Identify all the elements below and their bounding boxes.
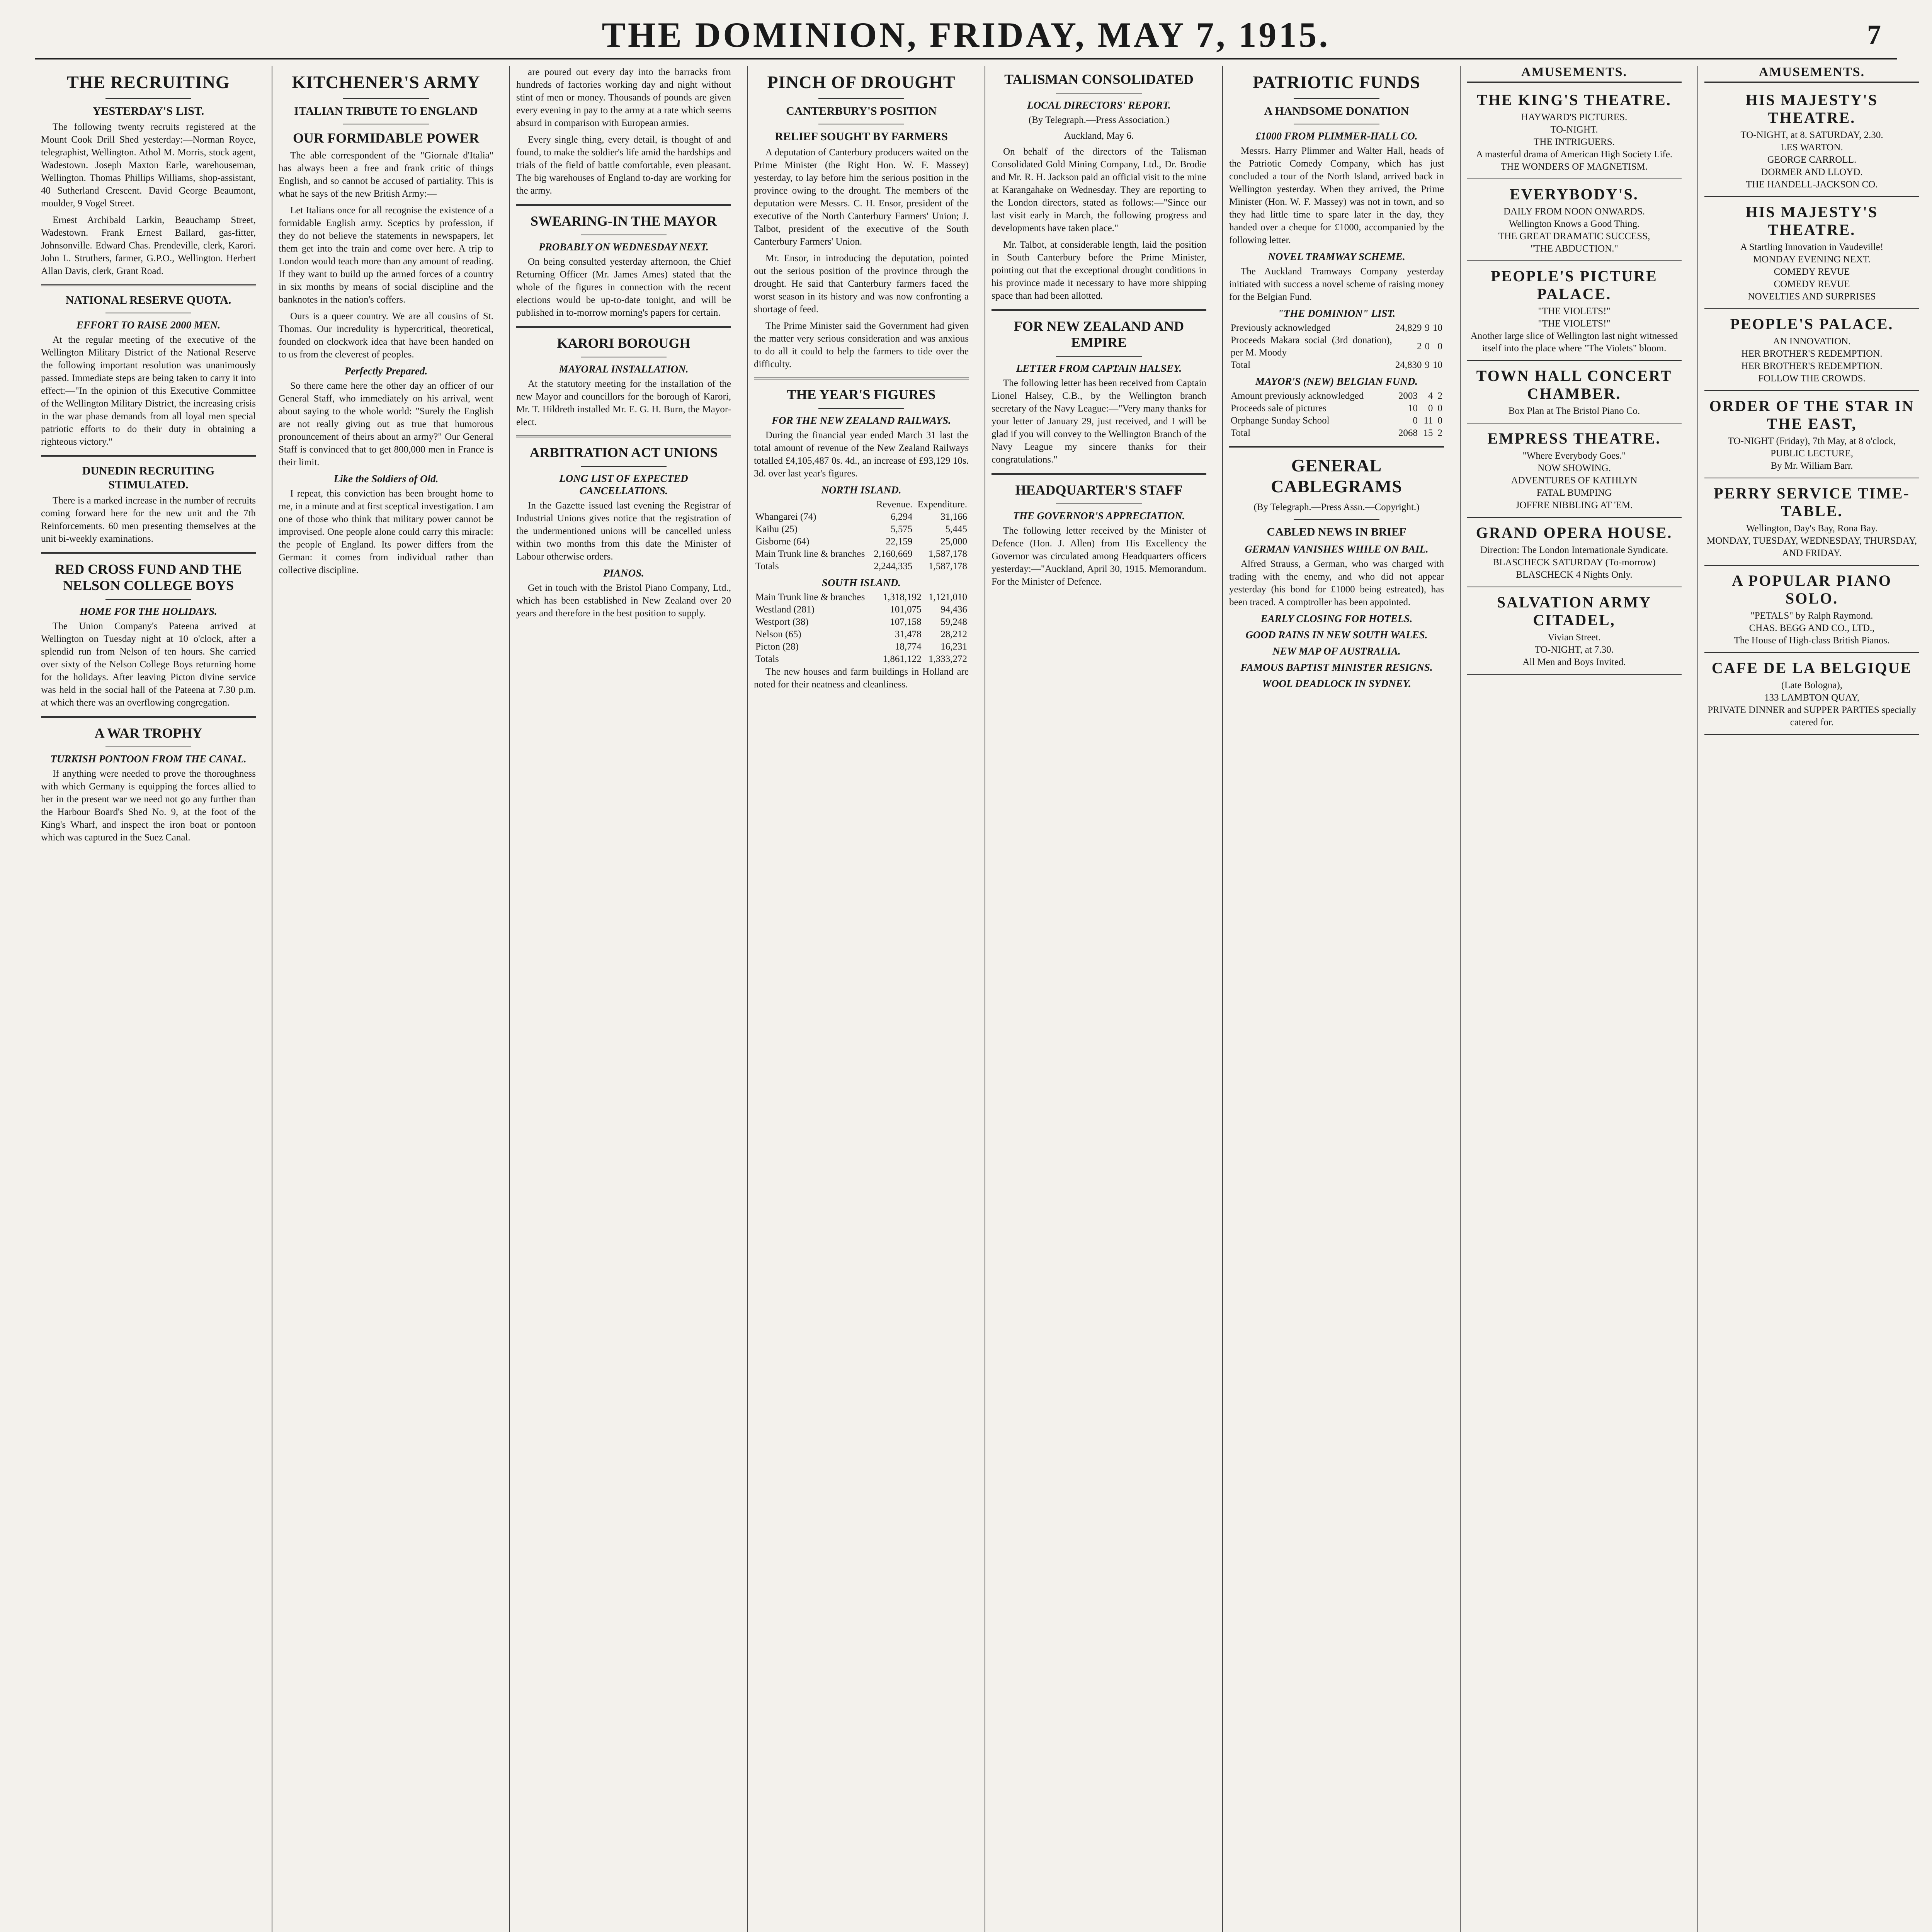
headline: KARORI BOROUGH	[557, 335, 690, 351]
fund-table	[1229, 390, 1444, 439]
article-text: The Union Company's Pateena arrived at Wellington on Tuesday night at 10 o'clock, after a splendid run from Nelson of ten hours. She carried over sixty of the Nelson College Boys returning home for the holidays. After leaving Picton divine service was held in the social hall of the Pateena at 7.30 p.m. at which there was an overflowing congregation.	[41, 621, 256, 708]
table-row	[754, 536, 969, 548]
column-8-amusements	[1698, 66, 1925, 1932]
table-cell: 1,333,272	[929, 654, 967, 664]
subheadline: A HANDSOME DONATION	[1264, 105, 1409, 117]
column-2	[272, 66, 500, 1932]
table-row	[754, 523, 969, 536]
advertisement	[1467, 361, 1682, 423]
advertisement-line: MONDAY EVENING NEXT.	[1753, 254, 1871, 265]
section-heading: GOOD RAINS IN NEW SOUTH WALES.	[1245, 629, 1428, 641]
table-cell: 107,158	[890, 617, 922, 627]
advertisement-line: BLASCHECK 4 Nights Only.	[1516, 570, 1633, 580]
table-cell: 101,075	[890, 604, 922, 615]
table-cell: Previously acknowledged	[1231, 323, 1330, 333]
article-text: A deputation of Canterbury producers waited on the Prime Minister (the Right Hon. W. F. Massey) yesterday, to lay before him the serious position in the province owing to the drought. The members of the deputation were Messrs. C. H. Ensor, president of the executive of the North Canterbury Farmers' Union; J. Talbot, president of the executive of the South Canterbury Farmers' Union.	[754, 147, 969, 247]
advertisement-line: "THE ABDUCTION."	[1530, 243, 1618, 254]
section-heading: FAMOUS BAPTIST MINISTER RESIGNS.	[1240, 662, 1433, 673]
advertisement-line: TO-NIGHT, at 7.30.	[1535, 645, 1614, 655]
advertisement	[1704, 197, 1919, 309]
article-text: At the regular meeting of the executive of the Wellington Military District of the National Reserve the following important resolution was unanimously passed. Immediate steps are being taken to carry it into effect:—"In the opinion of this Executive Committee of the Wellington Military District, the increasing crisis in the war phase demands from all loyal men special patriotic efforts to do their duty in obtaining a righteous victory."	[41, 335, 256, 447]
advertisement-line: By Mr. William Barr.	[1770, 461, 1853, 471]
article-text: So there came here the other day an officer of our General Staff, who immediately on his arrival, went about saying to the whole world: "Surely the English are not really giving out as true that humorous pronouncement of theirs about an army?" Our General Staff is convinced that to get 800,000 men in France is their limit.	[279, 381, 493, 468]
advertisement	[1467, 423, 1682, 518]
column-5	[985, 66, 1213, 1932]
advertisement-line: HAYWARD'S PICTURES.	[1521, 112, 1628, 122]
advertisement-line: DAILY FROM NOON ONWARDS.	[1503, 206, 1645, 217]
article-text: Get in touch with the Bristol Piano Company, Ltd., which has been established in New Zealand over 20 years and therefore in the best position to supply.	[516, 583, 731, 619]
subheadline: £1000 FROM PLIMMER-HALL CO.	[1255, 130, 1418, 142]
advertisement-title: CAFE DE LA BELGIQUE	[1711, 659, 1912, 677]
advertisement-line: MONDAY, TUESDAY, WEDNESDAY, THURSDAY, AND FRIDAY.	[1707, 536, 1917, 558]
table-row	[1229, 427, 1444, 439]
advertisement-line: NOW SHOWING.	[1537, 463, 1611, 473]
advertisement	[1704, 309, 1919, 391]
table-cell: 1,318,192	[883, 592, 922, 602]
table-row	[754, 591, 969, 604]
advertisement-title: HIS MAJESTY'S THEATRE.	[1745, 203, 1878, 238]
table-cell: Picton (28)	[755, 641, 799, 652]
advertisement	[1467, 179, 1682, 261]
table-header-row	[754, 498, 969, 511]
article-text: On being consulted yesterday afternoon, the Chief Returning Officer (Mr. James Ames) stated that the whole of the figures in connection with the recent elections would be up-to-date tonight, and will be published in to-morrow morning's papers for certain.	[516, 257, 731, 318]
table-cell: 2003	[1398, 391, 1418, 401]
article-text: Messrs. Harry Plimmer and Walter Hall, heads of the Patriotic Comedy Company, which has just concluded a tour of the North Island, arrived back in Wellington yesterday. When they arrived, the Prime Minister (Hon. W. F. Massey) was not in town, and so they had little time to spare later in the day, they handed over a cheque for £1000, accompanied by the following letter.	[1229, 146, 1444, 245]
article-text: The following letter has been received from Captain Lionel Halsey, C.B., by the Wellington branch secretary of the Navy League:—"Very many thanks for your letter of January 29, just received, and I will be glad if you will convey to the Wellington Branch of the Navy League my sincere thanks for their congratulations."	[992, 378, 1206, 465]
section-heading: MAYOR'S (NEW) BELGIAN FUND.	[1255, 376, 1418, 387]
table-cell: Main Trunk line & branches	[755, 549, 865, 559]
byline: (By Telegraph.—Press Assn.—Copyright.)	[1253, 502, 1420, 512]
article-text: Every single thing, every detail, is thought of and found, to make the soldier's life amid the hardships and trials of the field of battle comfortable, even pleasant. The big warehouses of England to-day are working for the army.	[516, 134, 731, 196]
table-heading: SOUTH ISLAND.	[821, 577, 901, 588]
advertisement-line: NOVELTIES AND SURPRISES	[1748, 291, 1876, 302]
article-text: Mr. Ensor, in introducing the deputation, pointed out the serious position of the province through the drought. He said that Canterbury farmers faced the worst season in its history and was now confronting a shortage of feed.	[754, 253, 969, 315]
subheadline: THE GOVERNOR'S APPRECIATION.	[1013, 510, 1185, 522]
table-cell: Amount previously acknowledged	[1231, 391, 1364, 401]
advertisement-line: Wellington Knows a Good Thing.	[1509, 219, 1640, 229]
subheadline: PROBABLY ON WEDNESDAY NEXT.	[539, 241, 709, 253]
advertisement-line: Another large slice of Wellington last night witnessed itself into the place where "The Violets" bloom.	[1470, 331, 1678, 354]
table-cell: 4	[1428, 391, 1433, 401]
subheadline: LETTER FROM CAPTAIN HALSEY.	[1016, 362, 1182, 374]
table-cell: Proceeds sale of pictures	[1231, 403, 1327, 413]
advertisement-line: FATAL BUMPING	[1536, 488, 1612, 498]
advertisement-title: PEOPLE'S PICTURE PALACE.	[1491, 267, 1658, 303]
subheadline: OUR FORMIDABLE POWER	[293, 130, 479, 146]
advertisement-line: COMEDY REVUE	[1774, 279, 1850, 289]
article-text: During the financial year ended March 31 last the total amount of revenue of the New Zealand Railways totalled £4,105,487 0s. 4d., an increase of £93,129 10s. 3d. over last year's figures.	[754, 430, 969, 479]
table-cell: 2	[1437, 428, 1442, 438]
railway-table-north	[754, 498, 969, 573]
table-cell: 22,159	[886, 536, 913, 547]
advertisement-line: THE INTRIGUERS.	[1534, 137, 1615, 147]
table-cell: 24,829	[1395, 323, 1422, 333]
advertisement-line: THE HANDELL-JACKSON CO.	[1746, 179, 1878, 190]
table-cell: 0	[1437, 415, 1442, 426]
advertisement-line: TO-NIGHT, at 8. SATURDAY, 2.30.	[1740, 130, 1883, 140]
article-text: Let Italians once for all recognise the existence of a formidable English army. Sceptics by profession, if they do not believe the statements in newspapers, let them get into the train and come over here. A trip to London would teach more than any amount of reading. If they want to build up the armed forces of a country in six months by means of social discipline and the banknotes in the nation's coffers.	[279, 205, 493, 305]
table-cell: 16,231	[940, 641, 967, 652]
subheadline: YESTERDAY'S LIST.	[92, 105, 204, 117]
subheadline: MAYORAL INSTALLATION.	[559, 363, 689, 375]
table-cell: 0	[1437, 403, 1442, 413]
advertisement-line: "PETALS" by Ralph Raymond.	[1750, 611, 1873, 621]
table-cell: 59,248	[940, 617, 967, 627]
advertisement-title: THE KING'S THEATRE.	[1477, 91, 1672, 109]
subheadline: LOCAL DIRECTORS' REPORT.	[1027, 99, 1171, 111]
table-heading: NORTH ISLAND.	[821, 484, 901, 496]
section-heading: NEW MAP OF AUSTRALIA.	[1272, 645, 1401, 657]
table-cell: 2068	[1398, 428, 1418, 438]
article-text: On behalf of the directors of the Talisman Consolidated Gold Mining Company, Ltd., Dr. Brodie and Mr. R. H. Jackson paid an official visit to the mine at Karangahake on Wednesday. They are reporting to the London directors, stated as follows:—"Since our last visit early in March, the following progress and developments have taken place."	[992, 146, 1206, 233]
table-row	[1229, 322, 1444, 334]
table-cell: 15	[1423, 428, 1433, 438]
article-text: Mr. Talbot, at considerable length, laid the position in South Canterbury before the Prime Minister, pointing out that the exceptional drought conditions in his province made it necessary to have more shipping space than had been allotted.	[992, 240, 1206, 301]
advertisement-line: JOFFRE NIBBLING AT 'EM.	[1515, 500, 1633, 510]
advertisement-title: SALVATION ARMY CITADEL,	[1497, 594, 1652, 629]
table-cell: 2	[1437, 391, 1442, 401]
table-row	[754, 628, 969, 641]
article-text: are poured out every day into the barracks from hundreds of factories working day and night without stint of men or money. Thousands of pounds are given every evening in pay to the army at a rate which seems absurd in comparison with European armies.	[516, 67, 731, 128]
article-text: The Prime Minister said the Government had given the matter very serious consideration and was anxious to do all it could to help the farmers to tide over the difficulty.	[754, 321, 969, 369]
subheadline: ITALIAN TRIBUTE TO ENGLAND	[294, 105, 478, 117]
advertisement	[1467, 587, 1682, 675]
advertisement-title: TOWN HALL CONCERT CHAMBER.	[1476, 367, 1672, 402]
advertisement-line: PUBLIC LECTURE,	[1770, 448, 1853, 459]
fund-table	[1229, 322, 1444, 371]
section-heading: Perfectly Prepared.	[344, 365, 428, 377]
article-text: The Auckland Tramways Company yesterday initiated with success a novel scheme of raising money for the Belgian Fund.	[1229, 266, 1444, 302]
advertisement-line: TO-NIGHT (Friday), 7th May, at 8 o'clock,	[1728, 436, 1896, 446]
advertisement-line: Wellington, Day's Bay, Rona Bay.	[1746, 523, 1878, 534]
column-1	[35, 66, 262, 1932]
column-6	[1223, 66, 1450, 1932]
advertisement-line: COMEDY REVUE	[1774, 267, 1850, 277]
article-text: The new houses and farm buildings in Holland are noted for their neatness and cleanliness.	[754, 667, 969, 690]
table-cell: 11	[1423, 415, 1433, 426]
headline: THE YEAR'S FIGURES	[787, 387, 936, 402]
advertisement-line: BLASCHECK SATURDAY (To-morrow)	[1493, 557, 1656, 568]
table-cell: Nelson (65)	[755, 629, 801, 639]
table-row	[1229, 402, 1444, 415]
subheadline: FOR THE NEW ZEALAND RAILWAYS.	[772, 415, 951, 426]
section-heading: Like the Soldiers of Old.	[333, 473, 439, 485]
subheadline: CABLED NEWS IN BRIEF	[1267, 526, 1406, 538]
advertisement-line: TO-NIGHT.	[1550, 124, 1598, 135]
article-text: The following letter received by the Minister of Defence (Hon. J. Allen) from His Excellency the Governor was circulated among Headquarters officers yesterday:—"Auckland, April 30, 1915. Memorandum. For the Minister of Defence.	[992, 526, 1206, 587]
columns	[35, 66, 1932, 1932]
advertisement-line: 133 LAMBTON QUAY,	[1764, 692, 1860, 703]
advertisement-line: Direction: The London Internationale Syndicate.	[1480, 545, 1668, 555]
subheadline: HOME FOR THE HOLIDAYS.	[80, 605, 217, 617]
headline: GENERAL CABLEGRAMS	[1271, 456, 1402, 496]
table-cell: Westland (281)	[755, 604, 815, 615]
table-row	[1229, 334, 1444, 359]
advertisement-line: A masterful drama of American High Society Life.	[1476, 149, 1673, 160]
section-heading: "THE DOMINION" LIST.	[1277, 308, 1396, 319]
table-cell: 24,830	[1395, 360, 1422, 370]
subheadline: TURKISH PONTOON FROM THE CANAL.	[50, 753, 247, 765]
table-cell: 5,575	[891, 524, 913, 534]
advertisement	[1467, 85, 1682, 179]
advertisement-line: The House of High-class British Pianos.	[1734, 635, 1890, 646]
dateline: Auckland, May 6.	[1064, 131, 1134, 141]
table-cell: 10	[1433, 360, 1442, 370]
headline: SWEARING-IN THE MAYOR	[530, 213, 717, 229]
advertisement-line: LES WARTON.	[1781, 142, 1843, 153]
advertisement	[1467, 518, 1682, 587]
table-cell: 0	[1413, 415, 1418, 426]
column-3	[510, 66, 737, 1932]
advertisement-line: "Where Everybody Goes."	[1522, 451, 1626, 461]
table-row	[754, 560, 969, 573]
table-cell: 0	[1425, 341, 1430, 352]
table-cell: 25,000	[940, 536, 967, 547]
advertisement-title: EVERYBODY'S.	[1510, 185, 1639, 203]
advertisement-title: A POPULAR PIANO SOLO.	[1732, 572, 1892, 607]
table-cell: 6,294	[891, 512, 913, 522]
table-cell: 1,587,178	[929, 549, 967, 559]
table-cell: 1,121,010	[929, 592, 967, 602]
advertisement-line: THE WONDERS OF MAGNETISM.	[1500, 162, 1648, 172]
article-text: Alfred Strauss, a German, who was charged with trading with the enemy, and who did not appear yesterday (his bond for £1000 being estreated), has been traced. A comptroller has been appointed.	[1229, 559, 1444, 607]
headline: FOR NEW ZEALAND AND EMPIRE	[1014, 318, 1184, 350]
advertisement	[1704, 391, 1919, 478]
advertisement-line: HER BROTHER'S REDEMPTION.	[1741, 361, 1883, 371]
table-cell: 9	[1425, 360, 1430, 370]
advertisement-line: CHAS. BEGG AND CO., LTD.,	[1749, 623, 1875, 633]
table-row	[754, 548, 969, 560]
table-header-cell: Expenditure.	[917, 499, 967, 510]
table-cell: 1,861,122	[883, 654, 922, 664]
advertisement-line: THE GREAT DRAMATIC SUCCESS,	[1498, 231, 1650, 242]
advertisement	[1704, 85, 1919, 197]
table-cell: 0	[1437, 341, 1442, 352]
table-cell: 2	[1417, 341, 1422, 352]
byline: (By Telegraph.—Press Association.)	[1028, 115, 1170, 125]
table-row	[754, 616, 969, 628]
section-heading: PIANOS.	[603, 567, 644, 579]
advertisement-title: GRAND OPERA HOUSE.	[1476, 524, 1673, 541]
subheadline: LONG LIST OF EXPECTED CANCELLATIONS.	[559, 473, 688, 497]
table-cell: Orphange Sunday School	[1231, 415, 1330, 426]
article-text: If anything were needed to prove the thoroughness with which Germany is equipping the forces allied to her in the present war we need not go any further than the Harbour Board's Shed No. 9, at the foot of the King's Wharf, and inspect the iron boat or pontoon which was captured in the Suez Canal.	[41, 769, 256, 843]
table-row	[754, 604, 969, 616]
advertisement-line: Box Plan at The Bristol Piano Co.	[1508, 406, 1640, 416]
headline: NATIONAL RESERVE QUOTA.	[65, 294, 231, 306]
article-text: The following twenty recruits registered at the Mount Cook Drill Shed yesterday:—Norman Royce, telegraphist, Wellington. Athol M. Morris, stock agent, Wadestown. Joseph Maxton Earle, warehouseman, Wellington. Thomas Phillips Williams, shop-assistant, 40 Sutherland Crescent. David George Beaumont, moulder, 9 Vogel Street.	[41, 122, 256, 209]
table-cell: 94,436	[940, 604, 967, 615]
table-row	[754, 511, 969, 523]
newspaper-title: THE DOMINION, FRIDAY, MAY 7, 1915.	[602, 15, 1330, 54]
subheadline: RELIEF SOUGHT BY FARMERS	[775, 130, 948, 143]
advertisement-title: HIS MAJESTY'S THEATRE.	[1745, 91, 1878, 126]
advertisement	[1704, 653, 1919, 735]
advertisement-line: ADVENTURES OF KATHLYN	[1511, 475, 1638, 486]
article-text: I repeat, this conviction has been brought home to me, in a minute and at first sceptical investigation. I am one of those who think that military power cannot be improvised. One people alone could carry this miracle: the people of England. Its power differs from the German: it comes from individual rather than collective discipline.	[279, 488, 493, 575]
advertisement-line: "THE VIOLETS!"	[1538, 318, 1611, 329]
headline: ARBITRATION ACT UNIONS	[529, 445, 718, 460]
table-cell: Total	[1231, 360, 1251, 370]
headline: KITCHENER'S ARMY	[292, 72, 480, 92]
table-cell: 10	[1408, 403, 1418, 413]
article-text: There is a marked increase in the number of recruits coming forward here for the new unit and the 7th Reinforcements. 60 men presenting themselves at the unit bi-weekly examinations.	[41, 495, 256, 544]
headline: A WAR TROPHY	[94, 725, 202, 741]
table-row	[1229, 359, 1444, 371]
headline: RED CROSS FUND AND THE NELSON COLLEGE BOYS	[55, 561, 242, 593]
table-cell: 2,160,669	[874, 549, 913, 559]
table-header-cell: Revenue.	[876, 499, 913, 510]
table-cell: Westport (38)	[755, 617, 809, 627]
advertisement-line: HER BROTHER'S REDEMPTION.	[1741, 349, 1883, 359]
advertisement-title: PEOPLE'S PALACE.	[1730, 315, 1894, 333]
table-cell: 31,166	[940, 512, 967, 522]
column-4	[748, 66, 975, 1932]
table-cell: Kaihu (25)	[755, 524, 798, 534]
advertisement-line: GEORGE CARROLL.	[1767, 155, 1857, 165]
table-cell: Totals	[755, 561, 779, 571]
table-cell: Totals	[755, 654, 779, 664]
section-heading: GERMAN VANISHES WHILE ON BAIL.	[1245, 543, 1429, 555]
railway-table-south	[754, 591, 969, 665]
article-text: Ours is a queer country. We are all cousins of St. Thomas. Our incredulity is hypercritical, theoretical, founded on clockwork idea that have been handed on to us from the cleverest of peoples.	[279, 311, 493, 360]
article-text: The able correspondent of the "Giornale d'Italia" has always been a free and frank critic of things English, and so cannot be accused of partiality. This is what he says of the new British Army:—	[279, 150, 493, 199]
table-cell: 10	[1433, 323, 1442, 333]
page-number: 7	[1867, 19, 1881, 50]
headline: DUNEDIN RECRUITING STIMULATED.	[82, 464, 215, 491]
table-cell: Total	[1231, 428, 1251, 438]
table-cell: 1,587,178	[929, 561, 967, 571]
table-row	[754, 641, 969, 653]
table-row	[1229, 390, 1444, 402]
table-cell: 5,445	[945, 524, 967, 534]
section-heading: EARLY CLOSING FOR HOTELS.	[1260, 613, 1413, 624]
advertisement-line: Vivian Street.	[1548, 632, 1601, 643]
table-cell: Main Trunk line & branches	[755, 592, 865, 602]
advertisement-title: PERRY SERVICE TIME-TABLE.	[1714, 485, 1910, 520]
advertisement	[1704, 478, 1919, 566]
headline: HEADQUARTER'S STAFF	[1015, 482, 1183, 498]
section-heading: NOVEL TRAMWAY SCHEME.	[1268, 251, 1405, 262]
headline: PINCH OF DROUGHT	[767, 72, 956, 92]
advertisement-line: (Late Bologna),	[1781, 680, 1843, 690]
subheadline: EFFORT TO RAISE 2000 MEN.	[76, 319, 221, 331]
table-header-cell	[754, 498, 871, 511]
masthead	[35, 12, 1897, 60]
advertisement	[1704, 566, 1919, 653]
table-cell: Whangarei (74)	[755, 512, 816, 522]
table-cell: 9	[1425, 323, 1430, 333]
table-cell: Proceeds Makara social (3rd donation), per M. Moody	[1231, 335, 1392, 358]
advertisement-line: FOLLOW THE CROWDS.	[1758, 373, 1866, 384]
section-heading: WOOL DEADLOCK IN SYDNEY.	[1262, 678, 1411, 689]
table-cell: 0	[1428, 403, 1433, 413]
advertisement-line: AN INNOVATION.	[1773, 336, 1851, 347]
table-cell: 18,774	[895, 641, 922, 652]
headline: TALISMAN CONSOLIDATED	[1004, 71, 1194, 87]
advertisement-line: "THE VIOLETS!"	[1538, 306, 1611, 316]
table-cell: Gisborne (64)	[755, 536, 810, 547]
headline: PATRIOTIC FUNDS	[1253, 72, 1420, 92]
section-header: AMUSEMENTS.	[1704, 66, 1919, 83]
section-header: AMUSEMENTS.	[1467, 66, 1682, 83]
headline: THE RECRUITING	[67, 72, 230, 92]
article-text: In the Gazette issued last evening the Registrar of Industrial Unions gives notice that the registration of the undermentioned unions will be cancelled unless within two months from this date the Minister of Labour otherwise orders.	[516, 500, 731, 562]
advertisement-line: A Startling Innovation in Vaudeville!	[1740, 242, 1884, 252]
table-row	[754, 653, 969, 665]
column-7-amusements	[1461, 66, 1688, 1932]
subheadline: CANTERBURY'S POSITION	[786, 105, 937, 117]
advertisement	[1467, 261, 1682, 361]
advertisement-line: DORMER AND LLOYD.	[1761, 167, 1863, 177]
advertisement-title: EMPRESS THEATRE.	[1487, 430, 1661, 447]
table-cell: 28,212	[940, 629, 967, 639]
article-text: Ernest Archibald Larkin, Beauchamp Street, Wadestown. Frank Ernest Ballard, gas-fitter, Johnsonville. Edward Chas. Prendeville, clerk, Karori. John L. Struthers, farmer, G.P.O., Wellington. Herbert Allan Davis, clerk, Grant Road.	[41, 215, 256, 276]
table-cell: 31,478	[895, 629, 922, 639]
article-text: At the statutory meeting for the installation of the new Mayor and councillors for the borough of Karori, Mr. T. Hildreth installed Mr. E. G. H. Burn, the Mayor-elect.	[516, 379, 731, 427]
advertisement-line: All Men and Boys Invited.	[1522, 657, 1626, 667]
advertisement-line: PRIVATE DINNER and SUPPER PARTIES specially catered for.	[1708, 705, 1916, 728]
advertisement-title: ORDER OF THE STAR IN THE EAST,	[1709, 397, 1915, 432]
table-row	[1229, 415, 1444, 427]
table-cell: 2,244,335	[874, 561, 913, 571]
